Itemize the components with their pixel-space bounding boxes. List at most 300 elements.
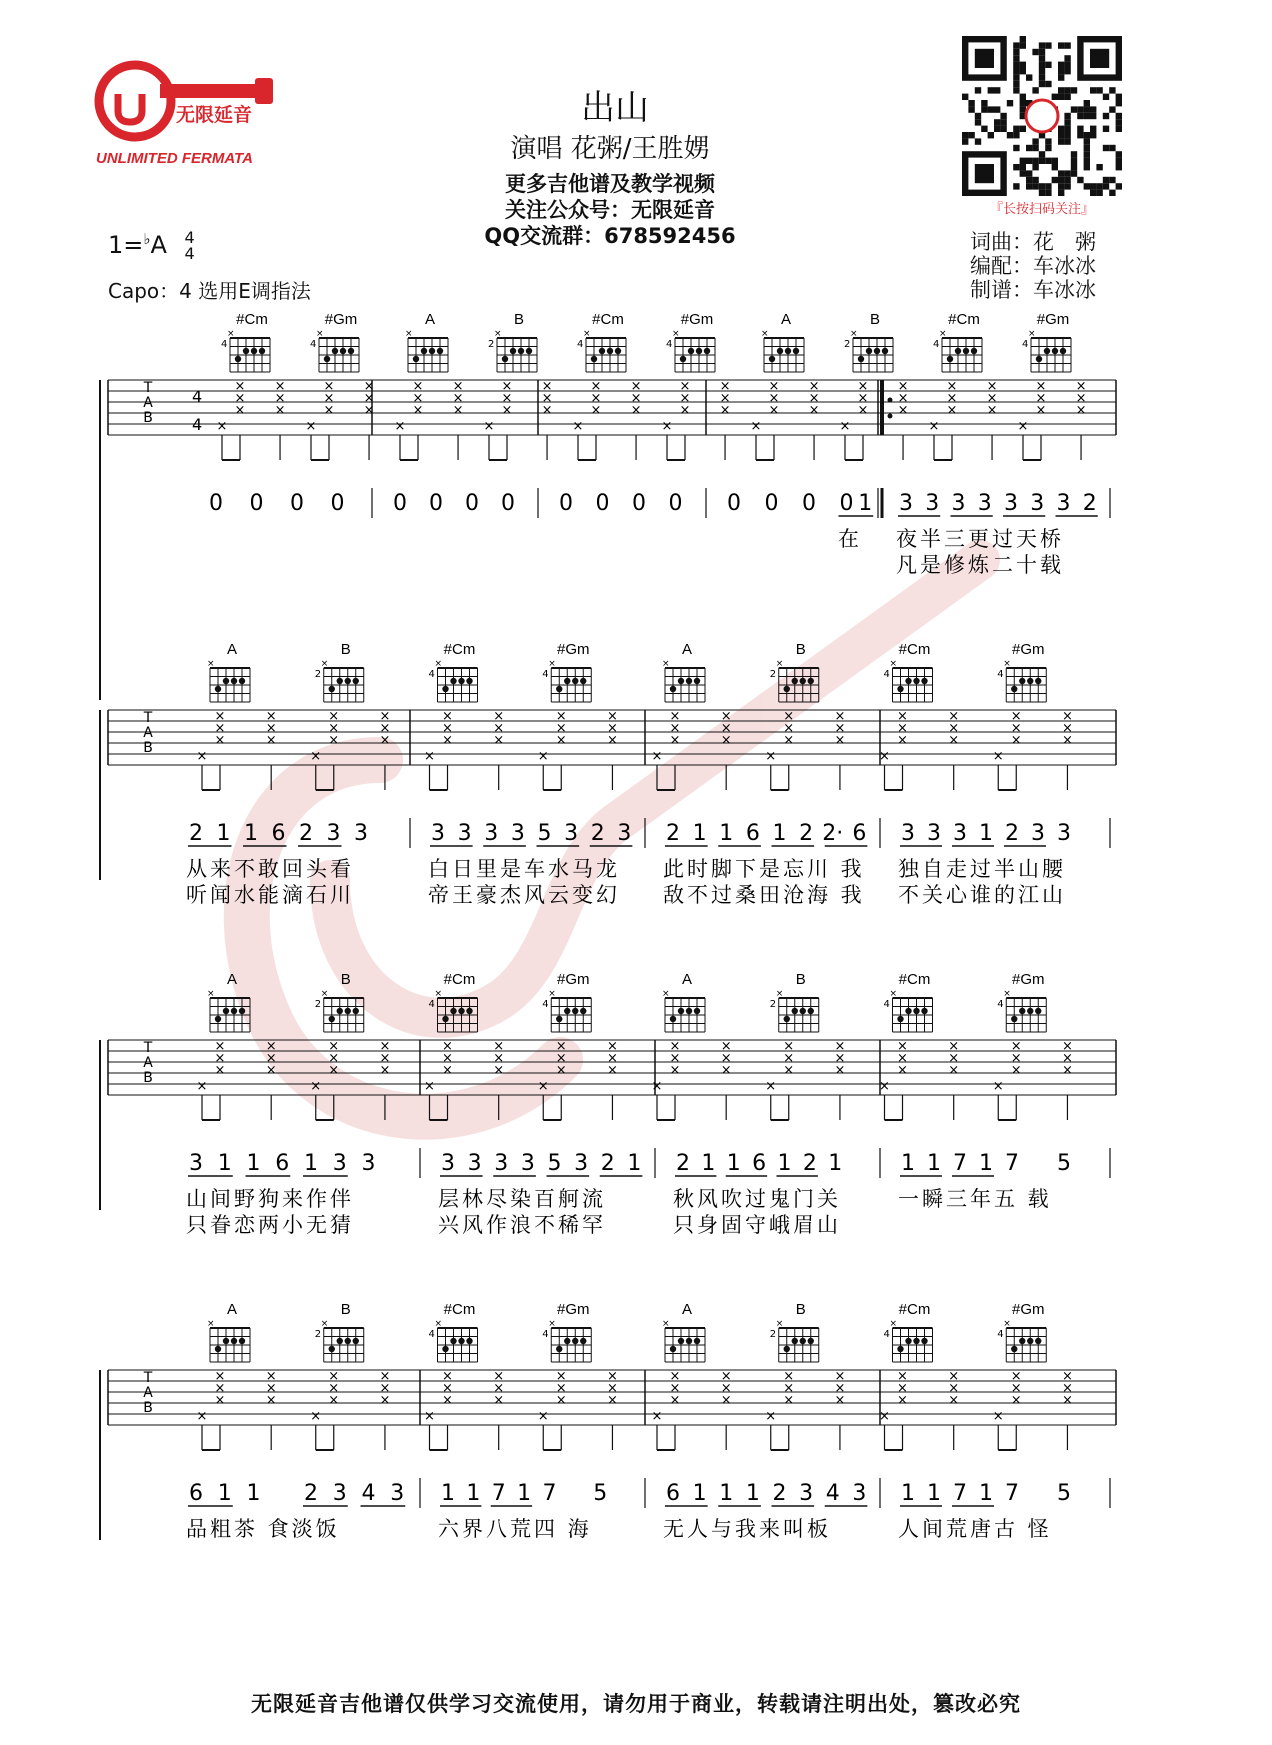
- jianpu-note: 3: [953, 821, 967, 846]
- chord-dot: [921, 678, 927, 684]
- tab-x-mark: ×: [783, 1051, 795, 1066]
- tab-x-mark: ×: [857, 391, 869, 406]
- chord-dot: [921, 1338, 927, 1344]
- chord-dot: [897, 1016, 903, 1022]
- jianpu-note: 5: [1057, 1151, 1071, 1176]
- chord-dot: [1060, 348, 1066, 354]
- chord-dot: [329, 686, 335, 692]
- tab-x-mark: ×: [1075, 403, 1087, 418]
- lyric-line: 凡是修炼二十载: [896, 553, 1064, 577]
- tab-x-mark: ×: [1035, 403, 1047, 418]
- jianpu-note: 3: [441, 1151, 455, 1176]
- chord-dot: [921, 1008, 927, 1014]
- tab-bass-x: ×: [424, 1409, 435, 1424]
- jianpu-note: 0: [764, 491, 779, 516]
- chord-dot: [1019, 678, 1025, 684]
- chord-fret-number: 4: [577, 339, 584, 350]
- chord-mute-mark: ×: [889, 989, 898, 999]
- tab-x-mark: ×: [1061, 1369, 1073, 1384]
- chord-fret-number: 4: [310, 339, 317, 350]
- chord-dot: [591, 356, 597, 362]
- tab-x-mark: ×: [834, 721, 846, 736]
- jianpu-note: 3: [390, 1481, 405, 1506]
- tab-x-mark: ×: [669, 721, 681, 736]
- chord-diagram: [315, 641, 364, 702]
- tab-x-mark: ×: [555, 1393, 567, 1408]
- chord-dot: [1019, 1338, 1025, 1344]
- chord-mute-mark: ×: [1003, 1319, 1011, 1329]
- chord-diagram: [884, 641, 933, 702]
- key-note: A: [150, 231, 167, 259]
- chord-dot: [223, 678, 229, 684]
- tab-x-mark: ×: [720, 721, 732, 736]
- tab-clef: T: [143, 380, 153, 396]
- tab-bass-x: ×: [196, 1079, 208, 1094]
- chord-name: #Cm: [898, 971, 931, 988]
- chord-fret-number: 4: [997, 1329, 1004, 1340]
- chord-dot: [235, 356, 241, 362]
- tab-bass-x: ×: [1017, 419, 1029, 434]
- tab-x-mark: ×: [214, 1393, 226, 1408]
- chord-name: A: [424, 311, 436, 328]
- tab-x-mark: ×: [328, 1381, 340, 1396]
- tab-bass-x: ×: [305, 419, 317, 434]
- jianpu-note: 1: [246, 1481, 261, 1506]
- tab-x-mark: ×: [379, 733, 391, 748]
- tab-x-mark: ×: [897, 1063, 908, 1078]
- tab-x-mark: ×: [679, 391, 691, 406]
- tab-bass-x: ×: [992, 1409, 1004, 1424]
- tab-x-mark: ×: [1061, 1063, 1073, 1078]
- tab-x-mark: ×: [720, 709, 732, 724]
- chord-diagram: [577, 311, 626, 372]
- chord-mute-mark: ×: [494, 329, 502, 339]
- chord-diagram: [933, 311, 982, 372]
- chord-name: #Gm: [556, 641, 590, 658]
- jianpu-note: 7: [953, 1481, 967, 1506]
- jianpu-note: 3: [431, 821, 445, 846]
- chord-dot: [704, 348, 710, 354]
- chord-dot: [348, 348, 354, 354]
- jianpu-note: 5: [547, 1151, 562, 1176]
- jianpu-note: 2: [802, 1151, 817, 1176]
- tab-bass-x: ×: [765, 1079, 777, 1094]
- tab-x-mark: ×: [606, 1063, 618, 1078]
- tab-x-mark: ×: [783, 1369, 795, 1384]
- tab-x-mark: ×: [379, 1051, 391, 1066]
- tab-x-mark: ×: [379, 1063, 391, 1078]
- tab-x-mark: ×: [493, 721, 505, 736]
- tab-x-mark: ×: [630, 403, 642, 418]
- jianpu-note: 7: [491, 1481, 506, 1506]
- chord-dot: [337, 1338, 343, 1344]
- tab-bass-x: ×: [394, 419, 406, 434]
- chord-dot: [450, 678, 456, 684]
- jianpu-note: 2: [772, 1481, 787, 1506]
- tab-x-mark: ×: [720, 1393, 732, 1408]
- tab-x-mark: ×: [719, 403, 731, 418]
- tab-x-mark: ×: [1010, 1381, 1022, 1396]
- jianpu-note: 6: [852, 821, 867, 846]
- tab-x-mark: ×: [834, 1393, 846, 1408]
- chord-fret-number: 4: [428, 999, 435, 1010]
- chord-dot: [792, 1338, 798, 1344]
- tab-x-mark: ×: [834, 1063, 846, 1078]
- chord-diagram: [884, 971, 933, 1032]
- jianpu-note: 1: [745, 1481, 760, 1506]
- tab-x-mark: ×: [555, 733, 567, 748]
- promo-line-1: 更多吉他谱及教学视频: [505, 171, 715, 196]
- music-system: [100, 971, 1116, 1237]
- tab-x-mark: ×: [265, 721, 277, 736]
- chord-diagram: [405, 311, 448, 372]
- tab-x-mark: ×: [328, 721, 340, 736]
- tab-x-mark: ×: [948, 721, 960, 736]
- jianpu-note: 0: [839, 491, 854, 516]
- chord-dot: [442, 1346, 448, 1352]
- chord-fret-number: 2: [314, 669, 322, 680]
- chord-name: A: [681, 641, 693, 658]
- chord-dot: [353, 1008, 359, 1014]
- tab-bass-x: ×: [928, 419, 940, 434]
- jianpu-note: 1: [901, 1151, 915, 1176]
- chord-mute-mark: ×: [775, 659, 784, 669]
- chord-dot: [670, 1016, 676, 1022]
- tab-x-mark: ×: [379, 1039, 391, 1054]
- chord-dot: [678, 678, 684, 684]
- chord-dot: [1019, 1008, 1025, 1014]
- chord-dot: [239, 1008, 245, 1014]
- chord-diagram: [207, 1301, 250, 1362]
- tab-x-mark: ×: [720, 1381, 732, 1396]
- tab-x-mark: ×: [630, 391, 642, 406]
- tab-bass-x: ×: [651, 749, 663, 764]
- jianpu-note: 2: [189, 821, 203, 846]
- tab-x-mark: ×: [783, 733, 795, 748]
- chord-diagram: [997, 641, 1046, 702]
- tab-x-mark: ×: [501, 379, 513, 394]
- chord-dot: [694, 678, 700, 684]
- chord-dot: [1027, 678, 1033, 684]
- tab-bass-x: ×: [839, 419, 851, 434]
- tab-x-mark: ×: [328, 1051, 340, 1066]
- chord-name: #Gm: [556, 1301, 590, 1318]
- chord-dot: [502, 356, 508, 362]
- chord-diagram: [221, 311, 270, 372]
- jianpu-note: 1: [246, 1151, 261, 1176]
- chord-diagram: [662, 971, 705, 1032]
- music-system: [100, 311, 1116, 700]
- chord-mute-mark: ×: [583, 329, 591, 339]
- qr-caption: 『长按扫码关注』: [989, 202, 1094, 217]
- tab-x-mark: ×: [493, 1039, 505, 1054]
- chord-mute-mark: ×: [548, 989, 556, 999]
- tab-x-mark: ×: [328, 1369, 340, 1384]
- chord-dot: [466, 1008, 472, 1014]
- music-system: [100, 641, 1116, 907]
- chord-dot: [466, 1338, 472, 1344]
- chord-dot: [696, 348, 702, 354]
- lyric-line: 敌不过桑田沧海 我: [663, 883, 865, 907]
- tab-x-mark: ×: [412, 391, 424, 406]
- jianpu-note: 6: [189, 1481, 203, 1506]
- jianpu-note: 2: [1082, 491, 1097, 516]
- chord-mute-mark: ×: [889, 1319, 898, 1329]
- chord-dot: [572, 1008, 578, 1014]
- tab-x-mark: ×: [328, 1039, 340, 1054]
- promo-line-3: QQ交流群：678592456: [484, 224, 736, 248]
- chord-mute-mark: ×: [548, 1319, 556, 1329]
- tab-x-mark: ×: [412, 379, 424, 394]
- chord-diagram: [207, 641, 250, 702]
- singer-line: 演唱 花粥/王胜娚: [510, 134, 710, 164]
- chord-name: A: [226, 641, 238, 658]
- jianpu-note: 0: [290, 491, 304, 516]
- jianpu-note: 3: [484, 821, 499, 846]
- tab-x-mark: ×: [606, 721, 618, 736]
- jianpu-note: 0: [429, 491, 443, 516]
- chord-name: B: [513, 311, 525, 328]
- jianpu-note: 3: [189, 1151, 203, 1176]
- tab-x-mark: ×: [274, 403, 286, 418]
- tab-x-mark: ×: [442, 1039, 453, 1054]
- tab-x-mark: ×: [1010, 1393, 1022, 1408]
- lyric-line: 帝王豪杰风云变幻: [428, 883, 620, 907]
- chord-diagram: [315, 971, 364, 1032]
- tab-x-mark: ×: [606, 1051, 618, 1066]
- chord-dot: [1035, 1338, 1041, 1344]
- tab-bass-x: ×: [310, 1409, 322, 1424]
- tab-x-mark: ×: [541, 391, 553, 406]
- chord-dot: [678, 1008, 684, 1014]
- tab-x-mark: ×: [234, 379, 246, 394]
- tab-clef: T: [143, 1370, 153, 1386]
- chord-dot: [450, 1008, 456, 1014]
- chord-dot: [1035, 678, 1041, 684]
- jianpu-note: 3: [326, 821, 341, 846]
- tab-x-mark: ×: [442, 1381, 453, 1396]
- tab-x-mark: ×: [555, 1381, 567, 1396]
- chord-dot: [572, 1338, 578, 1344]
- tab-bass-x: ×: [879, 1079, 890, 1094]
- tab-x-mark: ×: [501, 391, 513, 406]
- jianpu-note: 0: [501, 491, 515, 516]
- chord-dot: [785, 348, 791, 354]
- chord-dot: [429, 348, 435, 354]
- tab-x-mark: ×: [857, 379, 869, 394]
- jianpu-note: 7: [1005, 1481, 1019, 1506]
- tab-x-mark: ×: [1010, 709, 1022, 724]
- lyric-line: 此时脚下是忘川 我: [663, 857, 865, 881]
- key-prefix: 1=: [108, 231, 144, 259]
- repeat-dot: [888, 398, 893, 403]
- chord-dot: [808, 1338, 814, 1344]
- chord-dot: [580, 1008, 586, 1014]
- tab-x-mark: ×: [986, 391, 998, 406]
- lyric-line: 只眷恋两小无猜: [186, 1213, 354, 1237]
- tab-x-mark: ×: [948, 1381, 960, 1396]
- jianpu-note: 0: [559, 491, 573, 516]
- chord-fret-number: 2: [844, 339, 851, 350]
- jianpu-note: 2: [666, 821, 680, 846]
- chord-dot: [905, 678, 911, 684]
- jianpu-note: 6: [666, 1481, 680, 1506]
- chord-dot: [337, 678, 343, 684]
- tab-x-mark: ×: [834, 709, 846, 724]
- tab-bass-x: ×: [661, 419, 673, 434]
- chord-dot: [897, 1346, 903, 1352]
- tab-x-mark: ×: [493, 1051, 505, 1066]
- tab-x-mark: ×: [452, 391, 464, 406]
- chord-mute-mark: ×: [889, 659, 898, 669]
- tab-x-mark: ×: [442, 1393, 453, 1408]
- tab-clef: B: [143, 740, 153, 756]
- tab-x-mark: ×: [834, 1051, 846, 1066]
- tab-x-mark: ×: [274, 379, 286, 394]
- chord-dot: [1011, 1016, 1017, 1022]
- jianpu-note: 4: [361, 1481, 376, 1506]
- jianpu-note: 2: [299, 821, 313, 846]
- jianpu-note: 0: [209, 491, 223, 516]
- lyric-line: 从来不敢回头看: [186, 857, 354, 881]
- chord-fret-number: 2: [769, 1329, 777, 1340]
- chord-dot: [686, 1008, 692, 1014]
- lyric-line: 无人与我来叫板: [663, 1517, 831, 1541]
- tab-x-mark: ×: [783, 1063, 795, 1078]
- lyric-line: 秋风吹过鬼门关: [673, 1187, 841, 1211]
- tab-x-mark: ×: [946, 379, 958, 394]
- tab-x-mark: ×: [783, 1039, 795, 1054]
- jianpu-note: 0: [393, 491, 407, 516]
- jianpu-note: 1: [828, 1151, 843, 1176]
- chord-dot: [337, 1008, 343, 1014]
- chord-dot: [458, 1008, 464, 1014]
- tab-x-mark: ×: [265, 1039, 277, 1054]
- tab-x-mark: ×: [719, 379, 731, 394]
- jianpu-note: 1: [441, 1481, 455, 1506]
- chord-diagram: [542, 971, 591, 1032]
- jianpu-note: 3: [1030, 491, 1045, 516]
- tab-x-mark: ×: [442, 709, 453, 724]
- jianpu-note: 2: [304, 1481, 318, 1506]
- chord-diagram: [662, 1301, 705, 1362]
- tab-x-mark: ×: [1075, 391, 1087, 406]
- tab-time-bottom: 4: [192, 415, 203, 434]
- tab-x-mark: ×: [606, 1381, 618, 1396]
- jianpu-note: 1: [927, 1151, 941, 1176]
- tab-x-mark: ×: [720, 1369, 732, 1384]
- chord-fret-number: 4: [542, 669, 549, 680]
- chord-dot: [239, 1338, 245, 1344]
- tab-x-mark: ×: [1010, 1369, 1022, 1384]
- tab-x-mark: ×: [606, 1369, 618, 1384]
- jianpu-note: 1: [217, 1481, 232, 1506]
- tab-x-mark: ×: [669, 709, 681, 724]
- tab-x-mark: ×: [234, 403, 246, 418]
- tab-x-mark: ×: [442, 1063, 453, 1078]
- chord-dot: [792, 1008, 798, 1014]
- tab-x-mark: ×: [897, 391, 909, 406]
- chord-mute-mark: ×: [434, 989, 443, 999]
- chord-name: #Cm: [898, 641, 931, 658]
- tab-bass-x: ×: [765, 1409, 777, 1424]
- lyric-line: 独自走过半山腰: [898, 857, 1066, 881]
- tab-x-mark: ×: [541, 379, 553, 394]
- chord-mute-mark: ×: [434, 1319, 443, 1329]
- tab-x-mark: ×: [274, 391, 286, 406]
- chord-dot: [784, 1016, 790, 1022]
- credit-lyrics: 词曲：花 粥: [970, 230, 1096, 254]
- chord-dot: [353, 678, 359, 684]
- chord-fret-number: 2: [769, 669, 777, 680]
- tab-x-mark: ×: [555, 1051, 567, 1066]
- tab-x-mark: ×: [1075, 379, 1087, 394]
- lyric-line: 层林尽染百舸流: [438, 1187, 606, 1211]
- tab-x-mark: ×: [897, 721, 908, 736]
- lyric-line: 人间荒唐古 怪: [898, 1517, 1052, 1541]
- tab-x-mark: ×: [379, 1369, 391, 1384]
- jianpu-note: 6: [745, 821, 760, 846]
- tab-x-mark: ×: [555, 1369, 567, 1384]
- tab-x-mark: ×: [669, 1381, 681, 1396]
- tab-x-mark: ×: [897, 379, 909, 394]
- chord-dot: [1044, 348, 1050, 354]
- credit-transcriber: 制谱：车冰冰: [970, 278, 1096, 302]
- lyric-line: 品粗茶 食淡饭: [186, 1517, 340, 1541]
- chord-diagram: [770, 971, 819, 1032]
- tab-x-mark: ×: [363, 379, 375, 394]
- lyric-line: 听闻水能滴石川: [186, 883, 354, 907]
- chord-dot: [688, 348, 694, 354]
- tab-x-mark: ×: [720, 1051, 732, 1066]
- chord-name: #Cm: [898, 1301, 931, 1318]
- logo-cn: 无限延音: [176, 105, 253, 126]
- chord-name: #Cm: [443, 641, 476, 658]
- tab-clef: A: [143, 1385, 153, 1401]
- chord-dot: [556, 1016, 562, 1022]
- tab-x-mark: ×: [1035, 391, 1047, 406]
- tab-x-mark: ×: [265, 1063, 277, 1078]
- chord-dot: [251, 348, 257, 354]
- jianpu-note: 3: [852, 1481, 867, 1506]
- tab-x-mark: ×: [363, 403, 375, 418]
- tab-x-mark: ×: [214, 1369, 226, 1384]
- tab-x-mark: ×: [590, 391, 602, 406]
- jianpu-note: 3: [510, 821, 525, 846]
- music-system: [100, 1301, 1116, 1541]
- chord-dot: [564, 678, 570, 684]
- chord-mute-mark: ×: [939, 329, 947, 339]
- chord-mute-mark: ×: [405, 329, 413, 339]
- jianpu-note: 2: [590, 821, 605, 846]
- chord-mute-mark: ×: [1003, 989, 1011, 999]
- time-top: 4: [184, 228, 195, 247]
- tab-x-mark: ×: [590, 403, 602, 418]
- chord-fret-number: 2: [769, 999, 777, 1010]
- tab-x-mark: ×: [265, 1381, 277, 1396]
- chord-fret-number: 4: [883, 669, 890, 680]
- jianpu-note: 1: [979, 1151, 993, 1176]
- chord-name: B: [795, 1301, 806, 1318]
- jianpu-note: 1: [719, 821, 734, 846]
- jianpu-note: 1: [858, 491, 873, 516]
- jianpu-note: 1: [701, 1151, 716, 1176]
- tab-x-mark: ×: [214, 721, 226, 736]
- chord-diagram: [844, 311, 893, 372]
- chord-dot: [215, 686, 221, 692]
- chord-dot: [332, 348, 338, 354]
- jianpu-note: 1: [692, 1481, 707, 1506]
